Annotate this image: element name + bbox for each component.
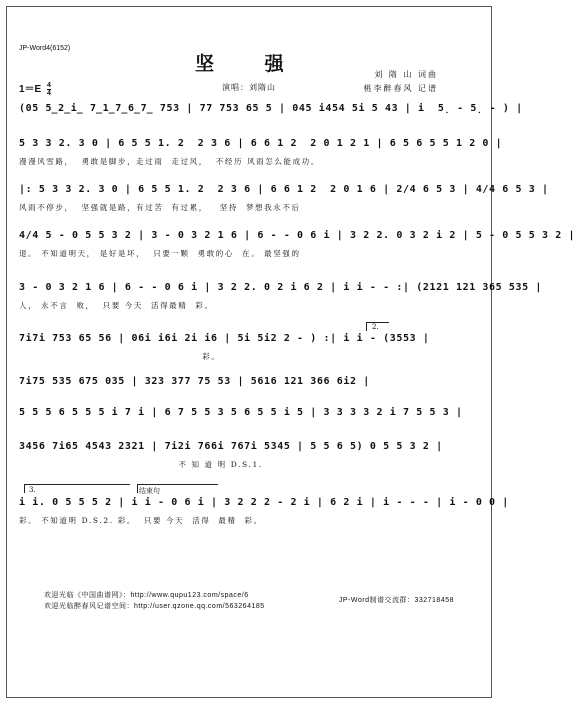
singer-credit: 演唱：刘隋山	[222, 83, 276, 92]
coda-label: 结束句	[139, 487, 160, 495]
notation-line: 3 - 0 3 2 1 6 | 6 - - 0 6 i | 3 2 2. 0 2 i 6 2 | i i - - :| (2121 121 365 535 |	[19, 282, 543, 293]
footer-group: JP-Word制谱交流群：332718458	[338, 597, 454, 604]
time-sig-top: 4	[47, 81, 51, 89]
score-system-2	[19, 137, 503, 167]
lyrics-line: 风雨不停步， 坚强就是路，有过苦 有过累， 坚持 梦想我永不后	[19, 203, 301, 212]
lyricist-credit: 刘 隋 山 词曲	[374, 70, 438, 79]
lyrics-line: 不 知 道 明 D.S.1.	[19, 460, 263, 469]
notation-line: 5 5 5 6 5 5 5 i 7 i | 6 7 5 5 3 5 6 5 5 i 5 | 3 3 3 3 2 i 7 5 5 3 |	[19, 407, 463, 418]
score-system-10	[19, 486, 509, 526]
score-system-9	[19, 440, 482, 470]
score-system-6	[19, 323, 482, 362]
score-system-7	[19, 375, 482, 388]
lyrics-line: 退。 不知道明天， 是好是坏， 只要一颗 勇敢的心 在。 最坚强的	[19, 249, 301, 258]
notation-line: 5 3 3 2. 3 0 | 6 5 5 1. 2 2 3 6 | 6 6 1 2 2 0 1 2 1 | 6 5 6 5 5 1 2 0 |	[19, 138, 503, 149]
notation-line: i i. 0 5 5 5 2 | i i - 0 6 i | 3 2 2 2 - 2 i | 6 2 i | i - - - | i - 0 0 |	[19, 497, 509, 508]
score-system-3	[19, 183, 549, 213]
lyrics-line: 人， 永不言 败， 只要 今天 活得最精 彩。	[19, 301, 214, 310]
score-system-5	[19, 281, 543, 311]
time-signature	[47, 82, 51, 97]
coda-bracket	[137, 484, 218, 493]
volta-bracket-2	[366, 322, 389, 331]
footer-links	[44, 590, 265, 612]
notation-line: 4/4 5 - 0 5 5 3 2 | 3 - 0 3 2 1 6 | 6 - - 0 6 i | 3 2 2. 0 3 2 i 2 | 5 - 0 5 5 3 2 |	[19, 230, 575, 241]
notation-line: 7i75 535 675 035 | 323 377 75 53 | 5616 121 366 6i2 |	[19, 376, 370, 387]
footer-link-qupu[interactable]: 欢迎光临《中国曲谱网》：http://www.qupu123.com/space/6	[44, 592, 249, 599]
time-sig-bottom: 4	[47, 89, 51, 97]
notation-line: 3456 7i65 4543 2321 | 7i2i 766i 767i 5345 | 5 5 6 5) 0 5 5 3 2 |	[19, 441, 443, 452]
score-system-8	[19, 406, 482, 419]
credits	[363, 68, 438, 96]
notation-line: (05 5̲2̲i̲ 7̲1̲7̲6̲7̲ 753 | 77 753 65 5 | 045 i454 5i 5 43 | i 5̣ - 5̣ - ) |	[19, 103, 523, 114]
score-system-4	[19, 229, 575, 259]
document-id: JP-Word4(6152)	[19, 45, 71, 52]
key-label: 1＝E	[19, 84, 42, 95]
notation-line: 7i7i 753 65 56 | 06i i6i 2i i6 | 5i 5i2 2 - ) :| i i - (3553 |	[19, 333, 430, 344]
lyrics-line: 彩。	[19, 352, 221, 361]
volta-2-label: 2.	[372, 323, 379, 331]
score-system-1	[19, 102, 523, 115]
lyrics-line: 漫漫风雪路， 勇敢是脚步，走过雨 走过风， 不经历 风雨怎么能成功。	[19, 157, 320, 166]
key-signature	[19, 80, 51, 97]
footer-link-qzone[interactable]: 欢迎光临醉春风记谱空间：http://user.qzone.qq.com/563264185	[44, 603, 265, 610]
volta-bracket-3	[24, 484, 130, 493]
transcriber-credit: 桃李醉春风 记谱	[363, 84, 438, 93]
volta-3-label: 3.	[29, 486, 36, 494]
song-title: 坚 强	[195, 53, 306, 75]
notation-line: |: 5 3 3 2. 3 0 | 6 5 5 1. 2 2 3 6 | 6 6 1 2 2 0 1 6 | 2/4 6 5 3 | 4/4 6 5 3 |	[19, 184, 549, 195]
lyrics-line: 彩。 不知道明 D.S.2. 彩。 只要 今天 活得 最精 彩。	[19, 516, 263, 525]
